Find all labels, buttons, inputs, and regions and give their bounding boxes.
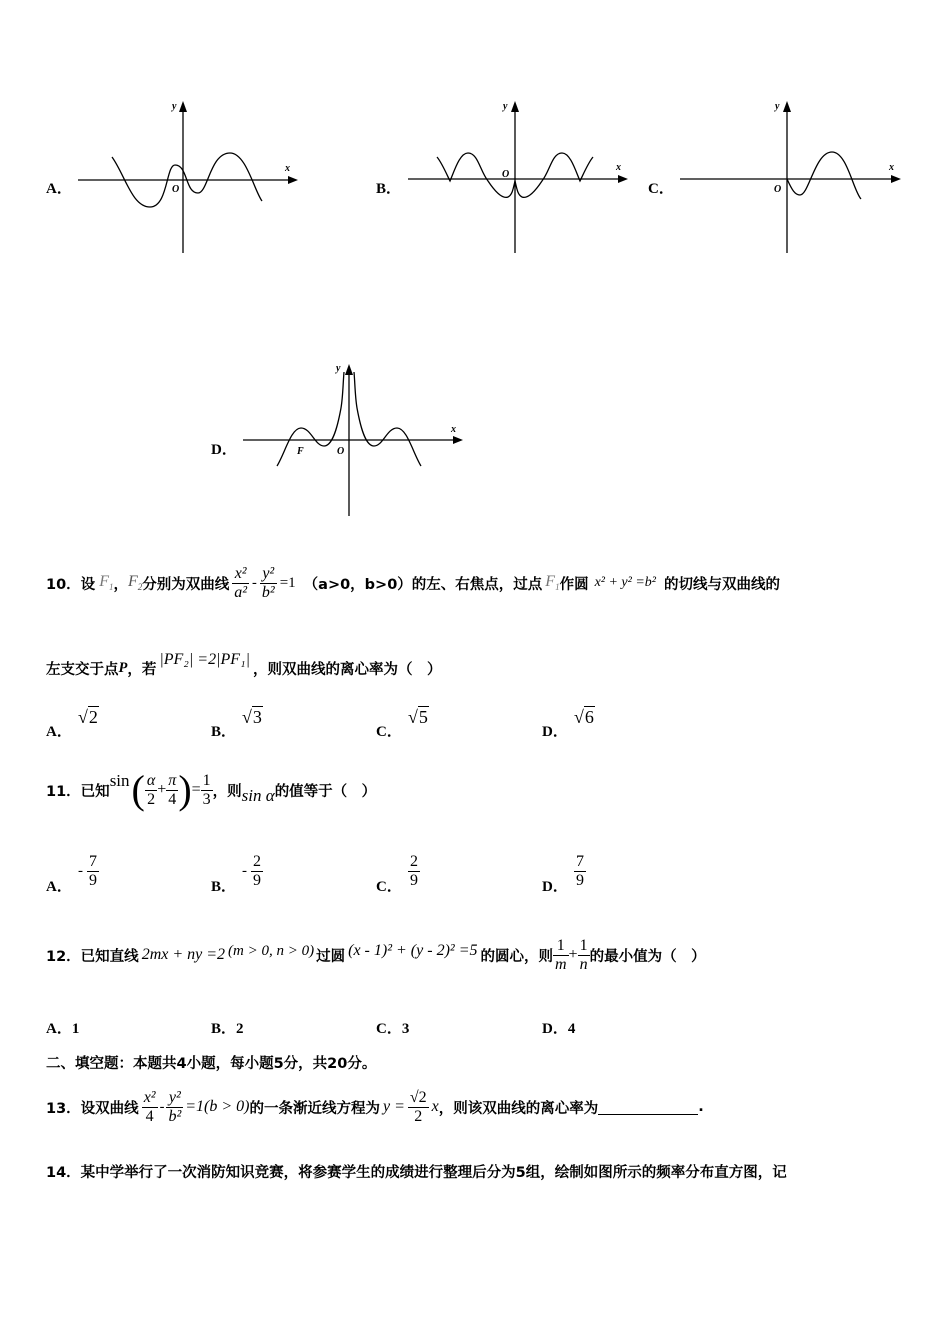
q10-condition: |PF₂| =2|PF₁|	[159, 651, 250, 668]
graph-d-y: y	[336, 363, 341, 374]
graph-b-origin: O	[502, 169, 510, 180]
q10-options	[46, 707, 746, 743]
q13-answer-blank[interactable]	[598, 1100, 698, 1115]
q10-number: 10．设	[46, 576, 96, 593]
graph-c-origin: O	[774, 184, 782, 195]
q10-frac-y: $\frac{\text{y²}}{\text{b²}}$	[261, 564, 275, 601]
q11-frac-pi: $\frac{\pi}{4}$	[168, 771, 177, 808]
q10-option-c[interactable]: C．	[376, 724, 402, 740]
graph-b	[400, 95, 640, 260]
q12-option-a[interactable]: A．1	[46, 1021, 80, 1037]
graph-a-x: x	[285, 163, 290, 174]
graph-b-y: y	[503, 101, 508, 112]
question-13: 13．设双曲线 $\frac{\text{x²}}{4}$ - $\frac{\text{y²}}{\text{b²}}$ =1(b > 0) 的一条渐近线方程为 y = $\frac{√2}{2}$ x ，则该双曲线的离心率为 .	[46, 1088, 704, 1125]
graph-d-x: x	[451, 424, 456, 435]
graph-d-origin: O	[337, 446, 345, 457]
q11-option-a[interactable]: A．	[46, 879, 72, 895]
question-10-line1: 10．设 $F_1$ ， $F_2$ 分别为双曲线 $\frac{\text{x²}}{\text{a²}}$ - $\frac{\text{y²}}{\text{b²}}$ =1 （a>0，b>0）的左、右焦点，过点 $F_1$ 作圆 x² + y² =b² 的切线与双曲线的	[46, 564, 780, 601]
q11-option-a-value: - $\frac{7}{9}$	[78, 852, 97, 889]
q11-sin-alpha: sin α	[241, 786, 275, 805]
q12-option-d[interactable]: D．4	[542, 1021, 576, 1037]
graph-a-y: y	[172, 101, 177, 112]
q12-line: 2mx + ny =2	[141, 946, 226, 963]
graph-c	[675, 95, 910, 260]
q11-option-b-value: - $\frac{2}{9}$	[242, 852, 261, 889]
graph-c-y: y	[775, 101, 780, 112]
q11-frac-result: $\frac{1}{3}$	[202, 771, 211, 808]
q12-circle: (x - 1)² + (y - 2)² =5	[348, 942, 478, 959]
q12-option-b[interactable]: B．2	[211, 1021, 244, 1037]
q10-option-c-value: √5	[408, 707, 428, 727]
q10-frac-x: $\frac{\text{x²}}{\text{a²}}$	[234, 564, 248, 601]
question-11: 11．已知 sin ( $\frac{\alpha}{2}$ + $\frac{\pi}{4}$ ) = $\frac{1}{3}$ ，则 sin α 的值等于（ ）	[46, 767, 377, 812]
graph-b-label: B．	[376, 181, 402, 197]
graph-c-label: C．	[648, 181, 674, 197]
q12-option-c[interactable]: C．3	[376, 1021, 410, 1037]
q10-option-b[interactable]: B．	[211, 724, 237, 740]
q11-options	[46, 848, 746, 894]
graph-d	[235, 358, 475, 520]
section-2-heading: 二、填空题：本题共4小题，每小题5分，共20分。	[46, 1056, 377, 1072]
graph-a-origin: O	[172, 184, 180, 195]
q11-frac-alpha: $\frac{\alpha}{2}$	[146, 771, 156, 808]
q12-options	[46, 1017, 746, 1037]
graph-a	[70, 95, 310, 260]
graph-b-x: x	[616, 162, 621, 173]
graph-d-point: F	[297, 446, 304, 457]
q11-option-c[interactable]: C．	[376, 879, 402, 895]
q11-option-d-value: $\frac{7}{9}$	[576, 852, 584, 889]
question-10-line2: 左支交于点 P ，若 |PF₂| =2|PF₁| ，则双曲线的离心率为（ ）	[46, 651, 442, 678]
q11-option-d[interactable]: D．	[542, 879, 568, 895]
q10-option-a-value: √2	[78, 707, 98, 727]
q11-option-b[interactable]: B．	[211, 879, 237, 895]
q10-option-b-value: √3	[242, 707, 262, 727]
q11-option-c-value: $\frac{2}{9}$	[410, 852, 418, 889]
question-12: 12．已知直线 2mx + ny =2 (m > 0, n > 0) 过圆 (x - 1)² + (y - 2)² =5 的圆心，则 $\frac{1}{m}$ + $\frac{1}{n}$ 的最小值为（ ）	[46, 936, 706, 973]
q10-circle: x² + y² =b²	[594, 575, 656, 590]
graph-a-label: A．	[46, 181, 72, 197]
graph-c-x: x	[889, 162, 894, 173]
q10-option-d-value: √6	[574, 707, 594, 727]
q10-option-a[interactable]: A．	[46, 724, 72, 740]
graph-d-label: D．	[211, 442, 237, 458]
question-14: 14．某中学举行了一次消防知识竞赛，将参赛学生的成绩进行整理后分为5组，绘制如图所示的频率分布直方图，记	[46, 1165, 787, 1181]
q10-option-d[interactable]: D．	[542, 724, 568, 740]
